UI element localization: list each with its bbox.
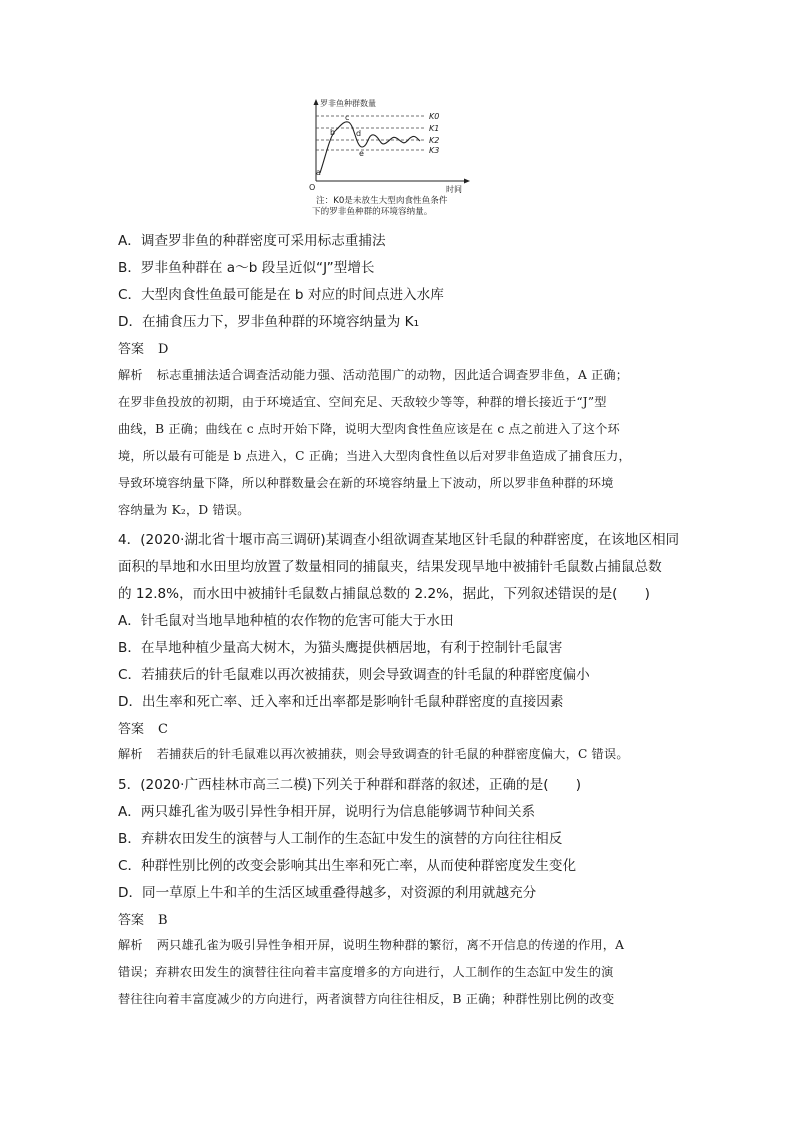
q4-explanation-label: 解析 — [118, 747, 143, 761]
x-axis-arrow — [464, 179, 470, 184]
q4-stem-line3: 的 12.8%，而水田中被捕针毛鼠数占捕鼠总数的 2.2%，据此，下列叙述错误的是( ) — [118, 586, 650, 602]
x-axis-label: 时间 — [446, 185, 462, 194]
figure-note-line1: 注：K0是未放生大型肉食性鱼条件 — [316, 196, 448, 206]
q3-option-c: C．大型肉食性鱼最可能是在 b 对应的时间点进入水库 — [118, 287, 444, 303]
q3-explanation-label: 解析 — [118, 368, 143, 382]
q5-option-c: C．种群性别比例的改变会影响其出生率和死亡率，从而使种群密度发生变化 — [118, 858, 577, 874]
point-a: a — [316, 168, 321, 177]
y-axis-arrow — [314, 99, 319, 105]
figure-note-line2: 下的罗非鱼种群的环境容纳量。 — [312, 207, 433, 217]
q4-option-b: B．在旱地种植少量高大树木，为猫头鹰提供栖居地，有利于控制针毛鼠害 — [118, 640, 563, 656]
q4-answer-label: 答案 — [118, 722, 145, 737]
q4-explanation-line1 — [118, 745, 629, 762]
q3-explanation-line2: 在罗非鱼投放的初期，由于环境适宜、空间充足、天敌较少等等，种群的增长接近于“J”型 — [118, 395, 607, 409]
q5-explanation-text1: 两只雄孔雀为吸引异性争相开屏，说明生物种群的繁衍，离不开信息的传递的作用，A — [156, 938, 625, 952]
q4-answer — [118, 718, 168, 737]
k3-label: K3 — [429, 146, 440, 155]
point-e: e — [359, 149, 364, 158]
q4-stem-line2: 面积的旱地和水田里均放置了数量相同的捕鼠夹，结果发现旱地中被捕针毛鼠数占捕鼠总数 — [118, 559, 662, 575]
q3-explanation-line6: 容纳量为 K₂，D 错误。 — [118, 503, 250, 517]
q5-answer — [118, 909, 168, 928]
q5-option-a: A．两只雄孔雀为吸引异性争相开屏，说明行为信息能够调节种间关系 — [118, 804, 536, 820]
k0-label: K0 — [429, 112, 440, 121]
q5-answer-label: 答案 — [118, 913, 145, 928]
q5-option-d: D．同一草原上牛和羊的生活区域重叠得越多，对资源的利用就越充分 — [118, 885, 537, 901]
q3-explanation-text1: 标志重捕法适合调查活动能力强、活动范围广的动物，因此适合调查罗非鱼，A 正确； — [156, 368, 629, 382]
q4-option-a: A．针毛鼠对当地旱地种植的农作物的危害可能大于水田 — [118, 613, 454, 629]
q3-explanation-line4: 境，所以最有可能是 b 点进入，C 正确；当进入大型肉食性鱼以后对罗非鱼造成了捕食压力， — [118, 449, 631, 463]
figure-note — [312, 196, 448, 218]
origin-label: O — [309, 183, 316, 192]
q5-answer-value: B — [158, 913, 168, 928]
q5-option-b: B．弃耕农田发生的演替与人工制作的生态缸中发生的演替的方向往往相反 — [118, 831, 563, 847]
q4-answer-value: C — [158, 722, 168, 737]
q4-option-c: C．若捕获后的针毛鼠难以再次被捕获，则会导致调查的针毛鼠的种群密度偏小 — [118, 667, 590, 683]
q3-answer-value: D — [158, 342, 169, 357]
q3-explanation-line3: 曲线，B 正确；曲线在 c 点时开始下降，说明大型肉食性鱼应该是在 c 点之前进入了这个环 — [118, 422, 620, 436]
k2-label: K2 — [429, 136, 440, 145]
q5-explanation-line3: 替往往向着丰富度减少的方向进行，两者演替方向往往相反，B 正确；种群性别比例的改变 — [118, 992, 615, 1006]
q3-answer-label: 答案 — [118, 342, 145, 357]
q5-explanation-label: 解析 — [118, 938, 143, 952]
q4-stem-line1: 4．(2020·湖北省十堰市高三调研)某调查小组欲调查某地区针毛鼠的种群密度，在该地区相同 — [118, 532, 680, 548]
q3-option-a: A．调查罗非鱼的种群密度可采用标志重捕法 — [118, 233, 386, 249]
q3-option-d: D．在捕食压力下，罗非鱼种群的环境容纳量为 K₁ — [118, 314, 420, 330]
q5-stem-line1: 5．(2020·广西桂林市高三二模)下列关于种群和群落的叙述，正确的是( ) — [118, 777, 581, 793]
point-c: c — [345, 113, 350, 122]
q5-explanation-line1 — [118, 936, 624, 953]
q3-explanation-line1 — [118, 366, 628, 383]
point-b: b — [330, 128, 336, 137]
point-d: d — [356, 129, 362, 138]
population-curve-chart — [308, 95, 478, 195]
q5-explanation-line2: 错误；弃耕农田发生的演替往往向着丰富度增多的方向进行，人工制作的生态缸中发生的演 — [118, 965, 614, 979]
q4-explanation-text1: 若捕获后的针毛鼠难以再次被捕获，则会导致调查的针毛鼠的种群密度偏大，C 错误。 — [156, 747, 629, 761]
q4-option-d: D．出生率和死亡率、迁入率和迁出率都是影响针毛鼠种群密度的直接因素 — [118, 694, 564, 710]
q3-explanation-line5: 导致环境容纳量下降，所以种群数量会在新的环境容纳量上下波动，所以罗非鱼种群的环境 — [118, 476, 614, 490]
q3-answer — [118, 338, 168, 357]
y-axis-label: 罗非鱼种群数量 — [320, 99, 376, 108]
q3-option-b: B．罗非鱼种群在 a～b 段呈近似“J”型增长 — [118, 260, 375, 276]
k1-label: K1 — [429, 124, 440, 133]
